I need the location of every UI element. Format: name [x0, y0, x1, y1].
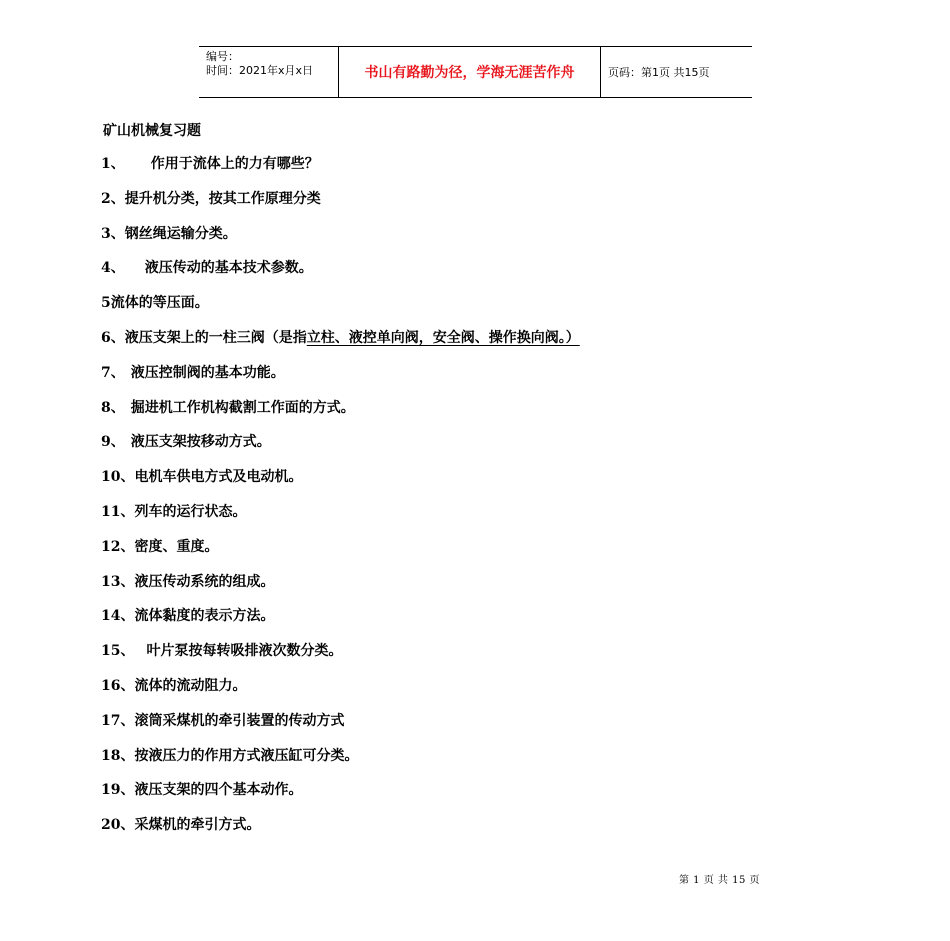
question-item: [101, 185, 580, 220]
question-text: 提升机分类，按其工作原理分类: [124, 190, 321, 207]
question-text: 液压支架的四个基本动作。: [134, 782, 303, 799]
question-number: 15、: [101, 643, 135, 660]
question-item: [101, 568, 580, 603]
question-item: [101, 811, 580, 846]
question-text: 液压传动的基本技术参数。: [144, 260, 313, 277]
question-item: [101, 707, 580, 742]
question-item: [101, 324, 580, 359]
question-item: [101, 254, 580, 289]
question-text: 液压支架上的一柱三阀（是指: [124, 329, 307, 346]
question-number: 17、: [101, 712, 135, 729]
time-label: 时间：2021年x月x日: [206, 64, 314, 77]
question-item: [101, 150, 580, 185]
document-title: 矿山机械复习题: [103, 123, 201, 139]
question-text: 掘进机工作机构截割工作面的方式。: [130, 399, 355, 416]
question-number: 3、: [101, 225, 125, 242]
question-number: 1、: [101, 156, 125, 172]
question-text: 流体黏度的表示方法。: [134, 608, 275, 625]
question-item: [101, 672, 580, 707]
question-text: 液压传动系统的组成。: [134, 573, 275, 590]
question-item: [101, 359, 580, 394]
question-number: 9、: [101, 434, 125, 451]
number-label: 编号：: [206, 50, 239, 63]
question-underlined-text: 立柱、液控单向阀，安全阀、操作换向阀。）: [306, 329, 580, 346]
question-item: [101, 289, 580, 324]
question-number: 6、: [101, 329, 125, 346]
question-text: 钢丝绳运输分类。: [124, 225, 237, 242]
question-text: 密度、重度。: [134, 538, 219, 555]
question-number: 20、: [101, 817, 135, 834]
question-item: [101, 498, 580, 533]
question-text: 列车的运行状态。: [134, 503, 247, 520]
page-header: [199, 46, 752, 98]
question-item: [101, 602, 580, 637]
question-text: 叶片泵按每转吸排液次数分类。: [146, 643, 343, 660]
question-item: [101, 428, 580, 463]
question-item: [101, 394, 580, 429]
question-number: 16、: [101, 677, 135, 694]
header-motto: 书山有路勤为径，学海无涯苦作舟: [339, 47, 601, 97]
header-meta: [199, 47, 339, 97]
question-number: 18、: [101, 747, 135, 764]
question-number: 4、: [101, 260, 125, 277]
question-item: [101, 220, 580, 255]
question-text: 流体的流动阻力。: [134, 677, 247, 694]
question-text: 流体的等压面。: [110, 295, 209, 312]
question-text: 按液压力的作用方式液压缸可分类。: [134, 747, 359, 764]
question-number: 8、: [101, 399, 125, 416]
question-item: [101, 637, 580, 672]
header-page-code: 页码：第1页 共15页: [608, 66, 710, 79]
question-number: 14、: [101, 608, 135, 625]
question-text: 采煤机的牵引方式。: [134, 817, 261, 834]
question-number: 2、: [101, 190, 125, 207]
question-number: 10、: [101, 469, 135, 486]
question-text: 作用于流体上的力有哪些？: [150, 156, 319, 172]
question-text: 液压支架按移动方式。: [130, 434, 271, 451]
question-number: 11、: [101, 503, 135, 520]
question-item: [101, 776, 580, 811]
question-text: 滚筒采煤机的牵引装置的传动方式: [134, 712, 345, 729]
question-text: 液压控制阀的基本功能。: [130, 364, 285, 381]
question-number: 19、: [101, 782, 135, 799]
question-number: 13、: [101, 573, 135, 590]
question-item: [101, 533, 580, 568]
question-number: 5: [101, 295, 111, 312]
question-item: [101, 742, 580, 777]
question-number: 12、: [101, 538, 135, 555]
question-list: [101, 150, 580, 846]
page-footer: 第 1 页 共 15 页: [679, 875, 760, 886]
question-text: 电机车供电方式及电动机。: [134, 469, 303, 486]
question-item: [101, 463, 580, 498]
question-number: 7、: [101, 364, 125, 381]
